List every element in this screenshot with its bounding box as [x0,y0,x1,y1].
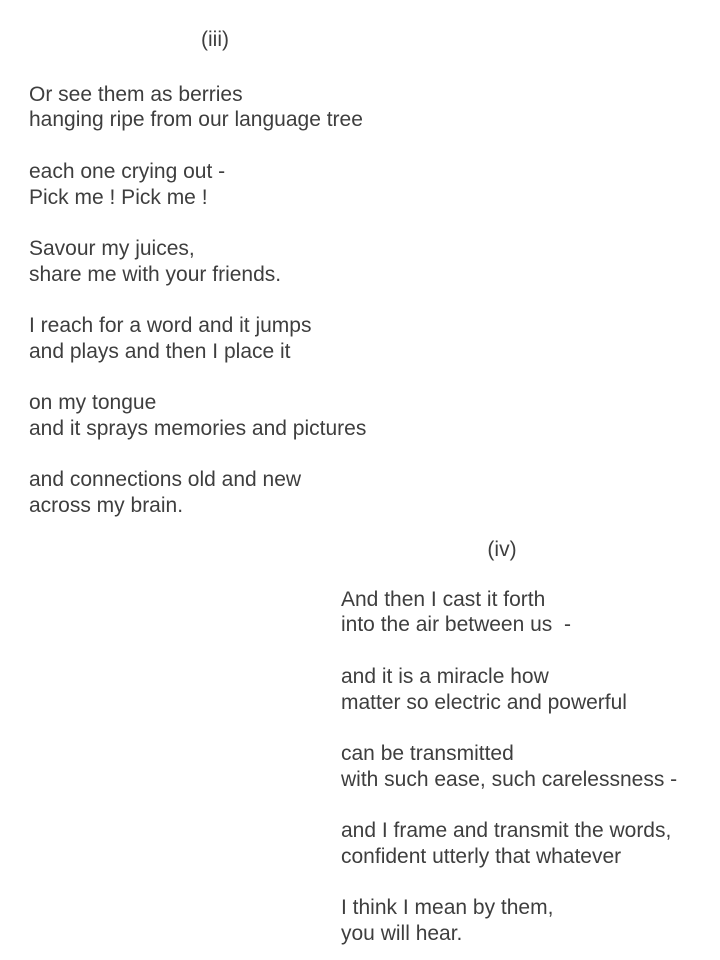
poem-line: and it sprays memories and pictures [29,416,367,440]
section-label-iii: (iii) [201,28,229,51]
poem-line: across my brain. [29,493,184,517]
poem-line: on my tongue [29,391,157,415]
poem-line: and connections old and new [29,468,302,492]
stanza [29,313,401,364]
poem-line: Savour my juices, [29,236,195,260]
poem-line: hanging ripe from our language tree [29,108,363,132]
stanza [341,818,709,869]
poem-line: And then I cast it forth [341,587,546,611]
poem-line: I reach for a word and it jumps [29,313,312,337]
poem-line: Pick me ! Pick me ! [29,185,208,209]
section-iii [29,27,401,519]
stanza [341,587,709,638]
poem-line: with such ease, such carelessness - [341,767,678,791]
poem-line: and plays and then I place it [29,339,291,363]
stanza [341,664,709,715]
poem-line: matter so electric and powerful [341,690,627,714]
poem-line: you will hear. [341,921,463,945]
stanza [29,236,401,287]
section-iv [341,537,709,946]
poem-line: and I frame and transmit the words, [341,818,672,842]
stanza [29,390,401,441]
stanza [29,159,401,210]
stanza [341,741,709,792]
poem-line: into the air between us - [341,613,571,637]
stanza [29,82,401,133]
poem-line: confident utterly that whatever [341,844,622,868]
poem-line: I think I mean by them, [341,896,554,920]
poem-line: share me with your friends. [29,262,282,286]
stanza [29,467,401,518]
poem-line: Or see them as berries [29,82,243,106]
poem-line: each one crying out - [29,159,226,183]
section-label-iv: (iv) [487,538,517,561]
poem-line: and it is a miracle how [341,664,549,688]
poem-line: can be transmitted [341,741,514,765]
stanza [341,895,709,946]
